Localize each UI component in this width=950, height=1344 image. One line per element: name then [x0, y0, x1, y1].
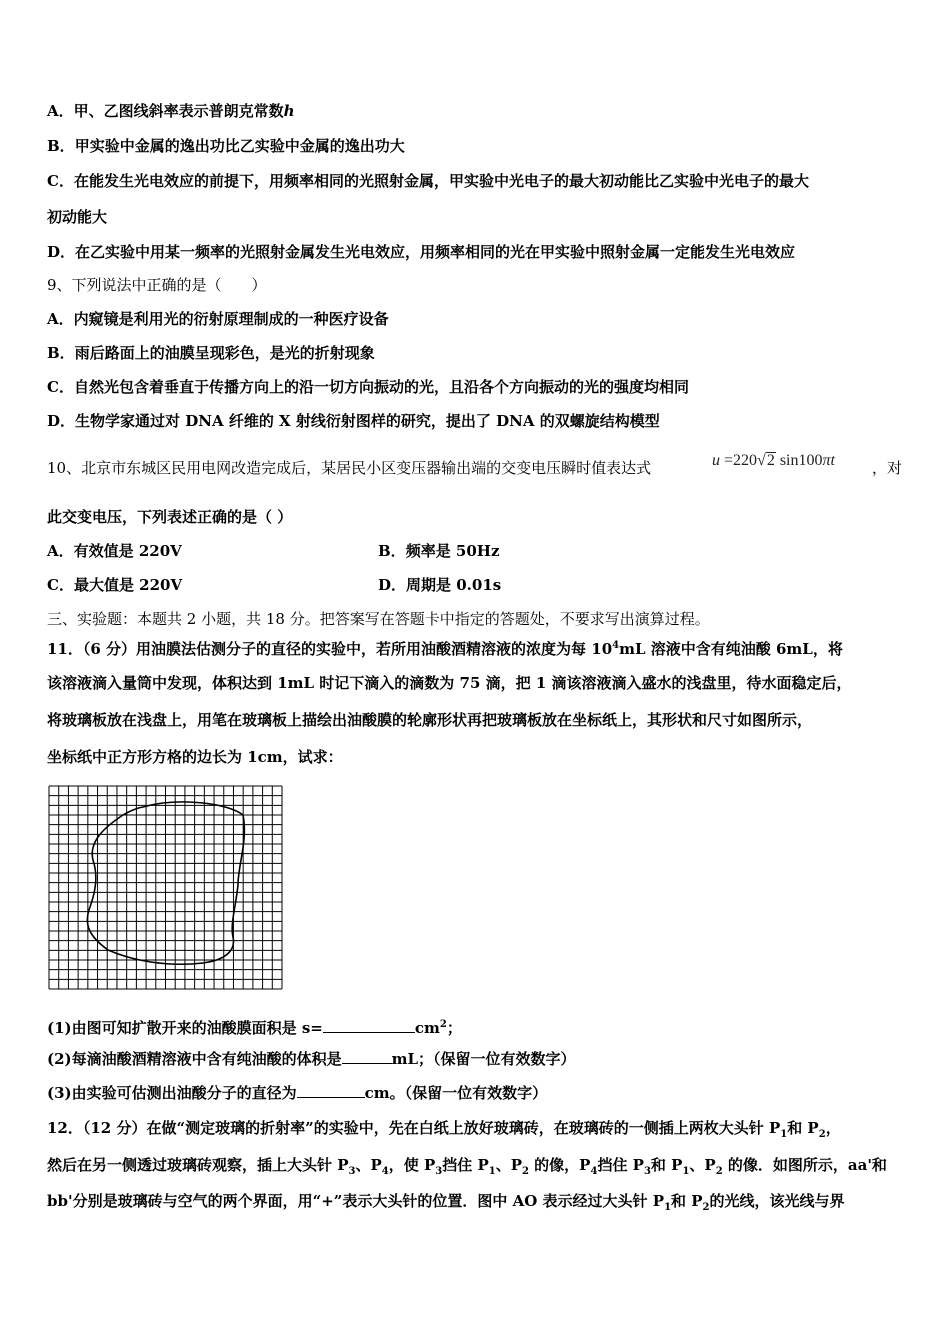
q8-option-a: A．甲、乙图线斜率表示普朗克常数h — [47, 102, 295, 120]
q12-line-2: 然后在另一侧透过玻璃砖观察，插上大头针 $P_3$、$P_4$，使 $P_3$挡住 $P_1$、$P_2$ 的像，$P_4$挡住 $P_3$和 $P_1$、$P_2$ 的像．如图所示，aa'和 — [47, 1156, 887, 1177]
q12-line-3: bb'分别是玻璃砖与空气的两个界面，用“+”表示大头针的位置．图中 AO 表示经过大头针 $P_1$和 $P_2$的光线，该光线与界 — [47, 1192, 845, 1213]
q12-line-1: 12．（12 分）在做“测定玻璃的折射率”的实验中，先在白纸上放好玻璃砖，在玻璃砖的一侧插上两枚大头针 $P_1$和 $P_2$， — [47, 1119, 841, 1140]
q8-option-d: D．在乙实验中用某一频率的光照射金属发生光电效应，用频率相同的光在甲实验中照射金属一定能发生光电效应 — [47, 243, 796, 261]
answer-blank-diameter[interactable] — [297, 1083, 365, 1098]
voltage-formula: u =220√2 sin100πt — [712, 452, 835, 469]
q10-option-d: D．周期是 0.01s — [378, 576, 502, 594]
q11-line-1: 11．（6 分）用油膜法估测分子的直径的实验中，若所用油酸酒精溶液的浓度为每 $10^4mL$ 溶液中含有纯油酸 6mL，将 — [47, 640, 843, 658]
q10-stem-end: ，对 — [872, 459, 903, 477]
q8-option-c-cont: 初动能大 — [47, 208, 108, 226]
q8-option-b: B．甲实验中金属的逸出功比乙实验中金属的逸出功大 — [47, 137, 405, 155]
q8-option-c: C．在能发生光电效应的前提下，用频率相同的光照射金属，甲实验中光电子的最大初动能比乙实验中光电子的最大 — [47, 172, 809, 190]
q9-option-d: D．生物学家通过对 DNA 纤维的 X 射线衍射图样的研究，提出了 DNA 的双螺旋结构模型 — [47, 412, 660, 430]
q9-option-a: A．内窥镜是利用光的衍射原理制成的一种医疗设备 — [47, 310, 389, 328]
q9-option-c: C．自然光包含着垂直于传播方向上的沿一切方向振动的光，且沿各个方向振动的光的强度均相同 — [47, 378, 689, 396]
q11-sub-2: (2)每滴油酸酒精溶液中含有纯油酸的体积是 mL；（保留一位有效数字） — [47, 1050, 576, 1068]
q11-line-2: 该溶液滴入量筒中发现，体积达到 1mL 时记下滴入的滴数为 75 滴，把 1 滴该溶液滴入盛水的浅盘里，待水面稳定后， — [47, 674, 852, 692]
oil-film-grid-figure — [48, 785, 284, 991]
q10-option-c: C．最大值是 220V — [47, 576, 183, 594]
q10-option-a: A．有效值是 220V — [47, 542, 182, 560]
q11-sub-1: (1)由图可知扩散开来的油酸膜面积是 $s= cm^2$； — [47, 1019, 462, 1037]
q11-line-4: 坐标纸中正方形方格的边长为 1cm，试求： — [47, 748, 343, 766]
q11-line-3: 将玻璃板放在浅盘上，用笔在玻璃板上描绘出油酸膜的轮廓形状再把玻璃板放在坐标纸上，其形状和尺寸如图所示， — [47, 711, 813, 729]
answer-blank-area[interactable] — [323, 1018, 415, 1033]
q11-sub-3: (3)由实验可估测出油酸分子的直径为 cm。（保留一位有效数字） — [47, 1084, 548, 1102]
answer-blank-volume[interactable] — [342, 1049, 392, 1064]
section-3-heading: 三、实验题：本题共 2 小题，共 18 分。把答案写在答题卡中指定的答题处，不要求写出演算过程。 — [47, 610, 710, 628]
q9-option-b: B．雨后路面上的油膜呈现彩色，是光的折射现象 — [47, 344, 375, 362]
q10-stem2: 此交变电压，下列表述正确的是（ ） — [47, 508, 293, 526]
q9-stem: 9、下列说法中正确的是（ ） — [47, 276, 267, 294]
q10-stem: 10、北京市东城区民用电网改造完成后，某居民小区变压器输出端的交变电压瞬时值表达式 — [47, 459, 652, 477]
q10-option-b: B．频率是 50Hz — [378, 542, 500, 560]
